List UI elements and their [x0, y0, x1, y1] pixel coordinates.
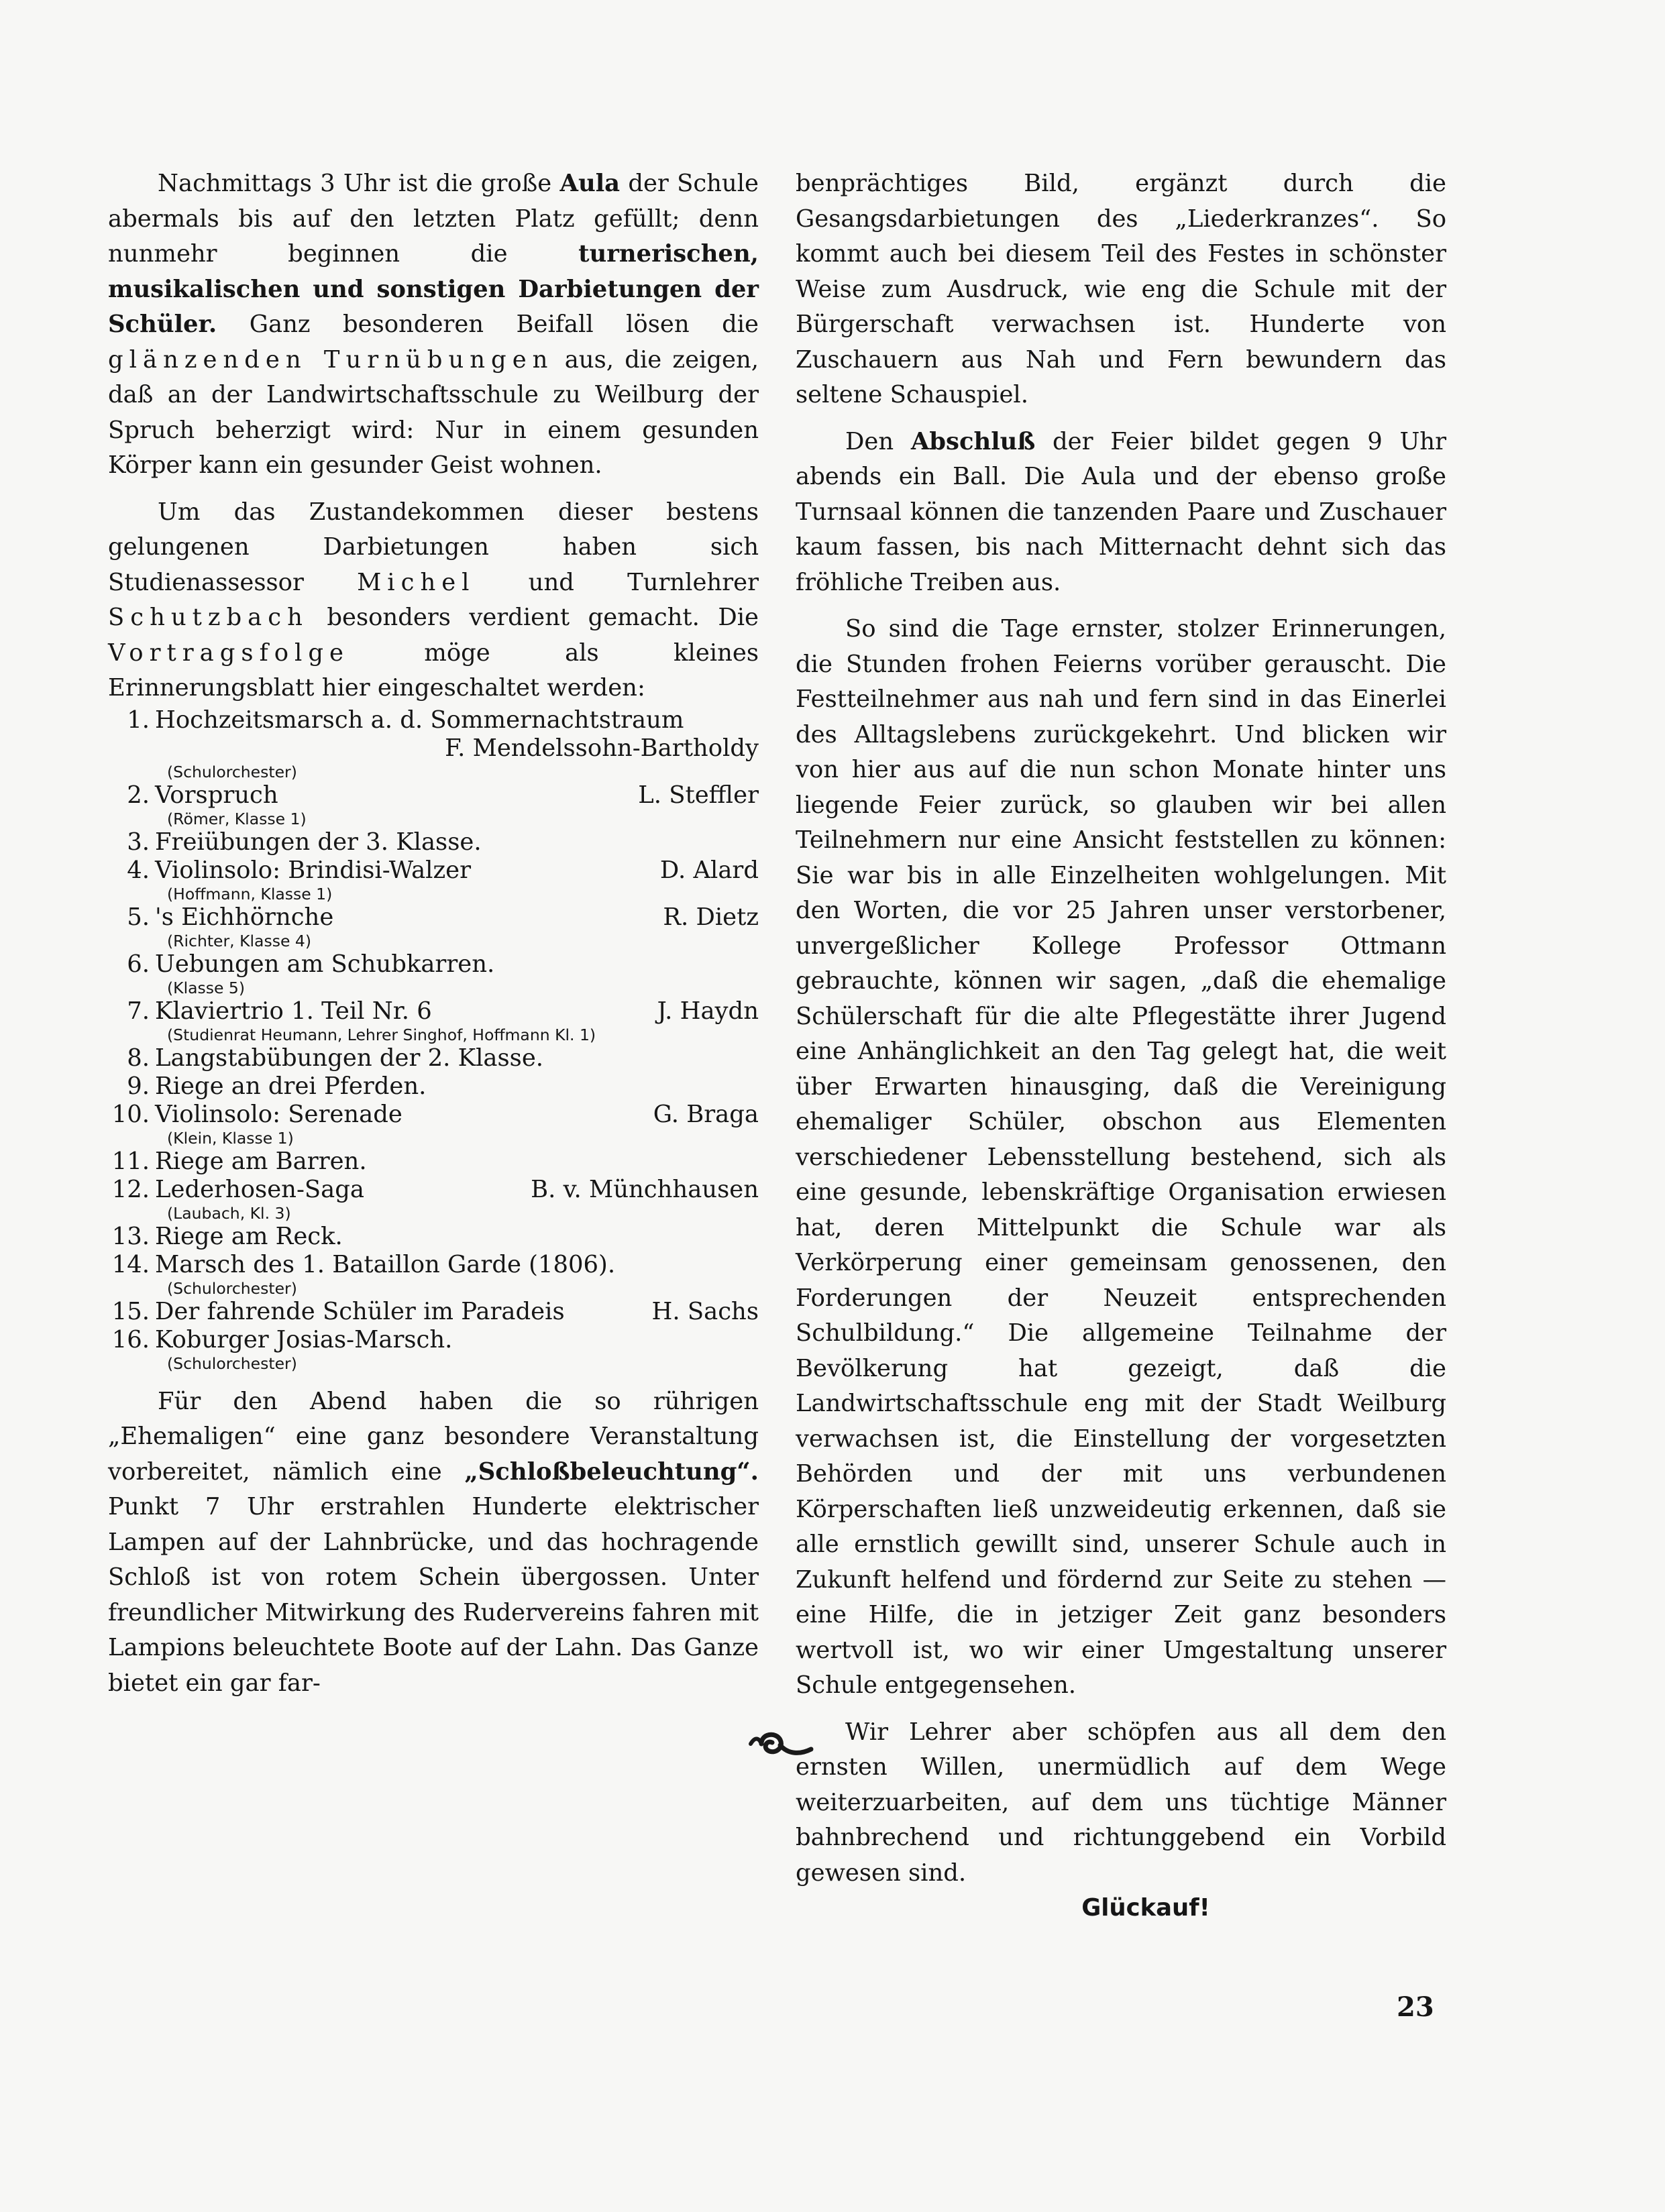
paragraph-continued: benprächtiges Bild, ergänzt durch die Gesangsdarbietungen des „Liederkranzes“. So kommt auch bei diesem Teil des Festes in schönster Weise zum Ausdruck, wie eng die Schule mit der Bürgerschaft verwachsen ist. Hunderte von Zuschauern aus Nah und Fern bewundern das seltene Schauspiel.: [796, 170, 1446, 408]
program-item-title: Freiübungen der 3. Klasse.: [155, 828, 482, 856]
program-item: [108, 856, 759, 903]
printers-ornament-icon: [741, 1725, 822, 1763]
program-item-line: [111, 1147, 759, 1176]
program-item-number: 12.: [111, 1175, 150, 1203]
program-item-number: 9.: [127, 1072, 150, 1100]
program-item-number: 4.: [127, 856, 150, 884]
program-item-title: Riege am Barren.: [155, 1147, 367, 1175]
program-item-line: [127, 950, 759, 979]
program-item-title: Marsch des 1. Bataillon Garde (1806).: [155, 1250, 616, 1278]
program-item-title: Koburger Josias-Marsch.: [155, 1325, 453, 1353]
right-column: [796, 166, 1446, 1926]
program-item-number: 14.: [111, 1250, 150, 1278]
program-item-line: [127, 856, 759, 885]
program-item-line: [127, 1044, 759, 1072]
program-item: [108, 1044, 759, 1072]
program-item-number: 2.: [127, 781, 150, 809]
paragraph-teachers: Wir Lehrer aber schöpfen aus all dem den ernsten Willen, unermüdlich auf dem Wege weiterzuarbeiten, auf dem uns tüchtige Männer bahnbrechend und richtunggebend ein Vorbild gewesen sind.: [796, 1718, 1446, 1887]
program-item-composer: B. v. Münchhausen: [531, 1175, 759, 1203]
program-item-line: [127, 781, 759, 810]
program-item-line: [127, 828, 759, 856]
program-item: [108, 1298, 759, 1326]
program-list: [108, 706, 759, 1373]
program-item-line: [111, 1222, 759, 1251]
program-item-composer: L. Steffler: [638, 781, 759, 809]
program-item-number: 11.: [111, 1147, 150, 1175]
program-item: [108, 1251, 759, 1298]
program-item-title: Langstabübungen der 2. Klasse.: [155, 1044, 544, 1072]
program-item: [108, 1101, 759, 1148]
program-item-number: 15.: [111, 1297, 150, 1325]
program-item-title: Klaviertrio 1. Teil Nr. 6: [155, 997, 432, 1025]
program-item-number: 16.: [111, 1325, 150, 1353]
program-item-performer: (Klein, Klasse 1): [167, 1128, 294, 1148]
program-item: [108, 903, 759, 950]
program-item-composer: R. Dietz: [663, 903, 759, 931]
program-item-composer: J. Haydn: [657, 997, 759, 1025]
program-item-number: 1.: [127, 706, 150, 734]
program-item-title: Hochzeitsmarsch a. d. Sommernachtstraum: [155, 706, 684, 734]
program-item: [108, 950, 759, 997]
program-item-number: 6.: [127, 950, 150, 978]
program-item: [108, 828, 759, 856]
program-item-title: 's Eichhörnche: [155, 903, 334, 931]
program-item-performer: (Schulorchester): [167, 1278, 297, 1298]
program-item-line: [127, 706, 759, 734]
program-item-title: Riege am Reck.: [155, 1222, 343, 1250]
program-item: [108, 1072, 759, 1101]
program-item-composer: F. Mendelssohn-Bartholdy: [445, 734, 759, 762]
program-item-title: Der fahrende Schüler im Paradeis: [155, 1297, 565, 1325]
program-item-number: 13.: [111, 1222, 150, 1250]
program-item-line: [127, 903, 759, 932]
program-item: [108, 1148, 759, 1176]
program-item: [108, 781, 759, 828]
program-item-number: 8.: [127, 1044, 150, 1072]
program-item-performer: (Schulorchester): [167, 1353, 297, 1373]
program-item-line: [111, 1100, 759, 1129]
program-item-title: Violinsolo: Brindisi-Walzer: [155, 856, 471, 884]
program-item-line: [111, 1297, 759, 1326]
program-item-composer: G. Braga: [653, 1100, 759, 1128]
program-item-number: 3.: [127, 828, 150, 856]
program-item-title: Violinsolo: Serenade: [155, 1100, 402, 1128]
program-item-performer: (Richter, Klasse 4): [167, 931, 311, 950]
program-item-composer: H. Sachs: [651, 1297, 759, 1325]
paragraph-ball: Den Abschluß der Feier bildet gegen 9 Uhr abends ein Ball. Die Aula und der ebenso große Turnsaal können die tanzenden Paare und Zuschauer kaum fassen, bis nach Mitternacht dehnt sich das fröhliche Treiben aus.: [796, 427, 1446, 596]
program-item-line: [111, 1250, 759, 1279]
program-item-performer: (Laubach, Kl. 3): [167, 1203, 291, 1223]
left-column: [108, 166, 759, 1701]
program-item-number: 10.: [111, 1100, 150, 1128]
program-item-title: Uebungen am Schubkarren.: [155, 950, 495, 978]
program-item-title: Vorspruch: [155, 781, 278, 809]
program-item-performer: (Hoffmann, Klasse 1): [167, 884, 333, 903]
program-item-title: Lederhosen-Saga: [155, 1175, 365, 1203]
paragraph-program-intro: Um das Zustandekommen dieser bestens gelungenen Darbietungen haben sich Studienassessor Michel und Turnlehrer Schutzbach besonders verdient gemacht. Die Vortragsfolge möge als kleines Erinnerungsblatt hier eingeschaltet werden:: [108, 498, 759, 702]
closing-salutation: Glückauf!: [1081, 1894, 1210, 1922]
program-item-line: [111, 1175, 759, 1204]
program-item-performer: (Schulorchester): [167, 762, 297, 781]
program-item-title: Riege an drei Pferden.: [155, 1072, 427, 1100]
program-item: [108, 997, 759, 1044]
program-item-performer: (Studienrat Heumann, Lehrer Singhof, Hoffmann Kl. 1): [167, 1025, 596, 1044]
program-item-number: 7.: [127, 997, 150, 1025]
program-item-performer: (Römer, Klasse 1): [167, 809, 307, 828]
program-item-number: 5.: [127, 903, 150, 931]
paragraph-evening: Für den Abend haben die so rührigen „Ehemaligen“ eine ganz besondere Veranstaltung vorbereitet, nämlich eine „Schloßbeleuchtung“. Punkt 7 Uhr erstrahlen Hunderte elektrischer Lampen auf der Lahnbrücke, und das hochragende Schloß ist von rotem Schein übergossen. Unter freundlicher Mitwirkung des Rudervereins fahren mit Lampions beleuchtete Boote auf der Lahn. Das Ganze bietet ein gar far-: [108, 1387, 759, 1697]
program-item: [108, 1223, 759, 1251]
program-item: [108, 1176, 759, 1223]
program-item-line: [111, 1325, 759, 1354]
program-item-line: [127, 997, 759, 1026]
paragraph-reflection: So sind die Tage ernster, stolzer Erinnerungen, die Stunden frohen Feierns vorüber gerauscht. Die Festteilnehmer aus nah und fern sind in das Einerlei des Alltagslebens zurückgekehrt. Und blicken wir von hier aus auf die nun schon Monate hinter uns liegende Feier zurück, so glauben wir bei allen Teilnehmern nur eine Ansicht feststellen zu können: Sie war bis in alle Einzelheiten wohlgelungen. Mit den Worten, die vor 25 Jahren unser verstorbener, unvergeßlicher Kollege Professor Ottmann gebrauchte, können wir sagen, „daß die ehemalige Schülerschaft für die alte Pflegestätte ihrer Jugend eine Anhänglichkeit an den Tag gelegt hat, die weit über Erwarten hinausging, daß die Vereinigung ehemaliger Schüler, obschon aus Elementen verschiedener Lebensstellung bestehend, sich als eine gesunde, lebenskräftige Organisation erwiesen hat, deren Mittelpunkt die Schule war als Verkörperung einer gemeinsam genossenen, den Forderungen der Neuzeit entsprechenden Schulbildung.“ Die allgemeine Teilnahme der Bevölkerung hat gezeigt, daß die Landwirtschaftsschule eng mit der Stadt Weilburg verwachsen ist, die Einstellung der vorgesetzten Behörden und der mit uns verbundenen Körperschaften ließ unzweideutig erkennen, daß sie alle ernstlich gewillt sind, unserer Schule auch in Zukunft helfend und fördernd zur Seite zu stehen — eine Hilfe, die in jetziger Zeit ganz besonders wertvoll ist, wo wir einer Umgestaltung unserer Schule entgegensehen.: [796, 615, 1446, 1699]
program-item: [108, 1326, 759, 1373]
program-item-line: [127, 1072, 759, 1101]
paragraph-afternoon: Nachmittags 3 Uhr ist die große Aula der Schule abermals bis auf den letzten Platz gefüllt; denn nunmehr beginnen die turnerischen, musikalischen und sonstigen Darbietungen der Schüler. Ganz besonderen Beifall lösen die glänzenden Turnübungen aus, die zeigen, daß an der Landwirtschaftsschule zu Weilburg der Spruch beherzigt wird: Nur in einem gesunden Körper kann ein gesunder Geist wohnen.: [108, 170, 759, 479]
page-number: 23: [1397, 1991, 1434, 2023]
program-item: [108, 706, 759, 781]
program-item-composer: D. Alard: [659, 856, 759, 884]
program-item-performer: (Klasse 5): [167, 978, 246, 997]
